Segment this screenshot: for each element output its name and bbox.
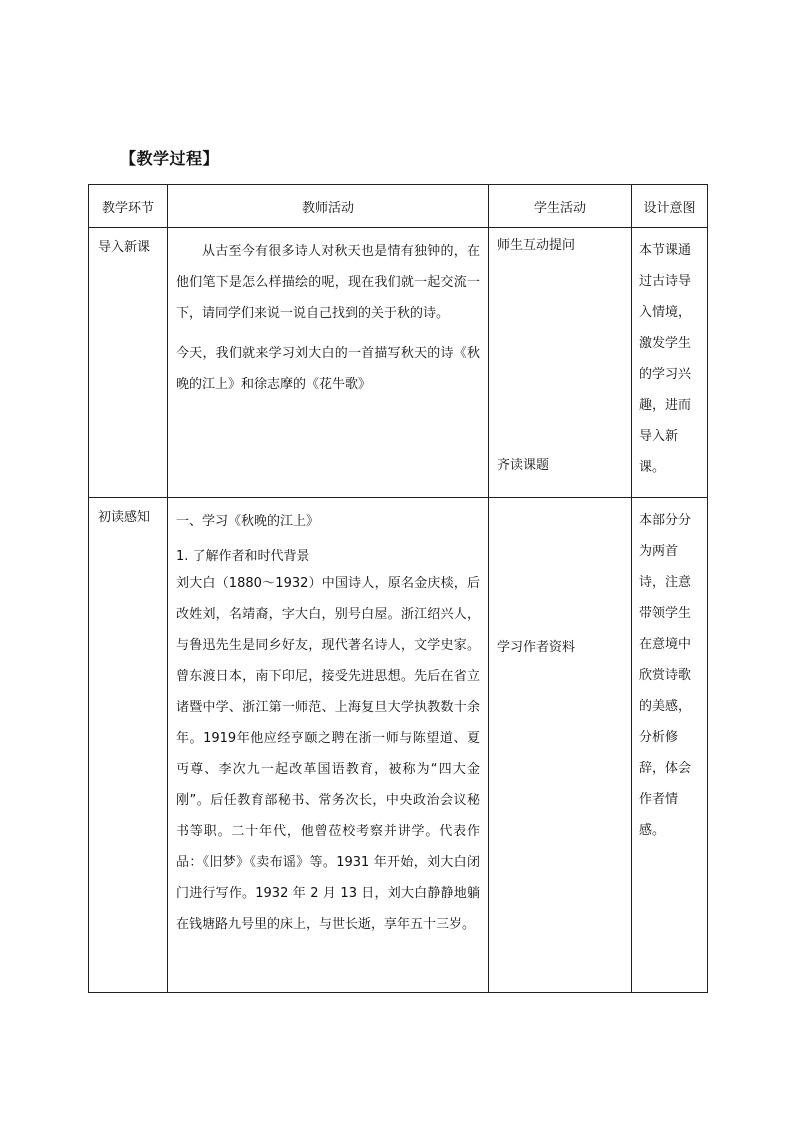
table-row — [89, 228, 708, 498]
header-stage: 教学环节 — [89, 185, 168, 228]
design-intent-text: 本部分分为两首诗，注意带领学生在意境中欣赏诗歌的美感，分析修辞，体会作者情感。 — [639, 513, 692, 838]
stage-cell — [89, 228, 168, 498]
student-activity-cell — [489, 228, 632, 498]
student-activity-item: 师生互动提问 — [497, 238, 576, 253]
stage-label: 导入新课 — [98, 240, 151, 255]
teacher-paragraph: 刘大白（1880～1932）中国诗人，原名金庆棪，后改姓刘，名靖裔，字大白，别号白屋。浙江绍兴人，与鲁迅先生是同乡好友，现代著名诗人，文学史家。曾东渡日本，南下印尼，接受先进思想。先后在省立诸暨中学、浙江第一师范、上海复旦大学执教数十余年。1919年他应经亨颐之聘在浙一师与陈望道、夏丏尊、李次九一起改革国语教育，被称为“四大金刚”。后任教育部秘书、常务次长，中央政治会议秘书等职。二十年代，他曾莅校考察并讲学。代表作品：《旧梦》《卖布谣》等。1931 年开始，刘大白闭门进行写作。1932 年 2 月 13 日，刘大白静静地躺在钱塘路九号里的床上，与世长逝，享年五十三岁。 — [176, 576, 480, 932]
student-activity-item: 齐读课题 — [497, 458, 550, 473]
design-intent-text: 本节课通过古诗导入情境，激发学生的学习兴趣，进而导入新课。 — [639, 243, 692, 475]
header-student-activity: 学生活动 — [489, 185, 632, 228]
design-intent-cell — [632, 228, 708, 498]
teacher-subheading: 1. 了解作者和时代背景 — [176, 549, 310, 564]
teacher-paragraph: 从古至今有很多诗人对秋天也是情有独钟的，在他们笔下是怎么样描绘的呢，现在我们就一起交流一下，请同学们来说一说自己找到的关于秋的诗。 — [176, 244, 480, 321]
teacher-subheading: 一、学习《秋晚的江上》 — [176, 514, 320, 529]
teacher-paragraph: 今天，我们就来学习刘大白的一首描写秋天的诗《秋晚的江上》和徐志摩的《花牛歌》 — [176, 346, 480, 392]
student-activity-item: 学习作者资料 — [497, 640, 576, 655]
header-design-intent: 设计意图 — [632, 185, 708, 228]
stage-label: 初读感知 — [98, 510, 151, 525]
stage-cell — [89, 498, 168, 993]
design-intent-cell — [632, 498, 708, 993]
header-teacher-activity: 教师活动 — [168, 185, 489, 228]
table-header-row — [89, 185, 708, 228]
lesson-process-table — [88, 184, 708, 993]
student-activity-cell — [489, 498, 632, 993]
section-title: 【教学过程】 — [120, 149, 220, 168]
table-row — [89, 498, 708, 993]
teacher-activity-cell — [168, 498, 489, 993]
teacher-activity-cell — [168, 228, 489, 498]
